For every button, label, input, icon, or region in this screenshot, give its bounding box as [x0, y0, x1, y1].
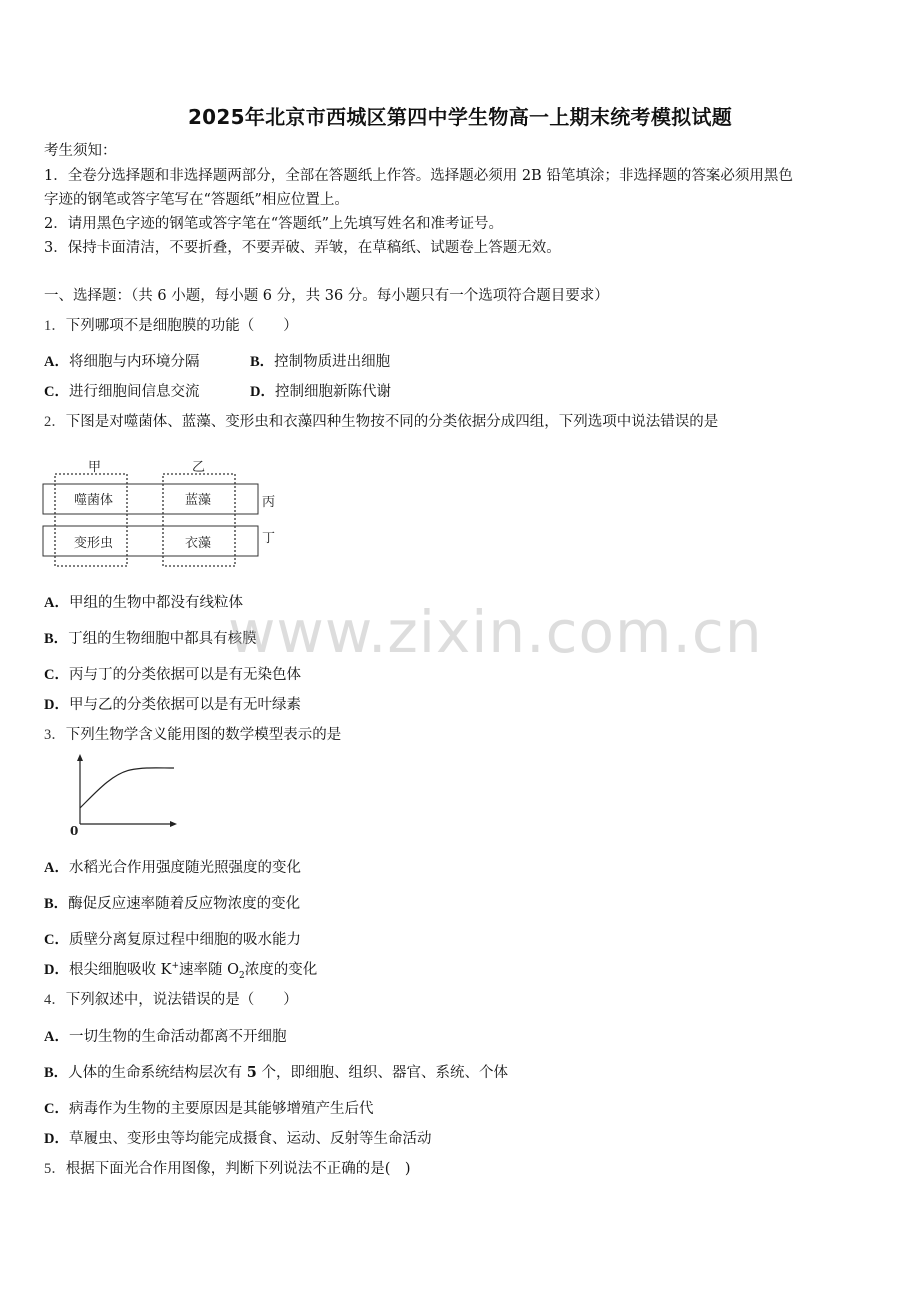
group-jia-box — [55, 474, 127, 566]
cell-chlamydomonas: 衣藻 — [185, 536, 212, 551]
cell-cyanobacteria: 蓝藻 — [185, 493, 212, 508]
q3-option-d: D．根尖细胞吸收 K+速率随 $O_2$浓度的变化 — [44, 961, 318, 981]
saturation-curve — [80, 768, 174, 808]
group-yi-box — [163, 474, 235, 566]
q1-option-d: D．控制细胞新陈代谢 — [250, 384, 391, 400]
cell-bacteriophage: 噬菌体 — [74, 493, 114, 508]
notice-heading: 考生须知： — [44, 143, 117, 159]
y-axis-arrow — [77, 754, 83, 761]
q4-option-b: B．人体的生命系统结构层次有 5 个，即细胞、组织、器官、系统、个体 — [44, 1064, 508, 1081]
cell-amoeba: 变形虫 — [74, 536, 114, 551]
q4-option-a: A．一切生物的生命活动都离不开细胞 — [44, 1029, 287, 1045]
q2-option-a: A．甲组的生物中都没有线粒体 — [44, 595, 243, 611]
question-stem: 下图是对噬菌体、蓝藻、变形虫和衣藻四种生物按不同的分类依据分成四组，下列选项中说法错误的是 — [65, 414, 719, 430]
question-number: 2． — [44, 414, 66, 430]
notice-line-1: 1．全卷分选择题和非选择题两部分，全部在答题纸上作答。选择题必须用 2B 铅笔填涂；非选择题的答案必须用黑色 — [44, 168, 793, 184]
question-stem: 根据下面光合作用图像，判断下列说法不正确的是( ) — [65, 1161, 411, 1177]
label-yi: 乙 — [192, 460, 206, 475]
q3-option-c: C．质壁分离复原过程中细胞的吸水能力 — [44, 932, 301, 948]
q2-option-c: C．丙与丁的分类依据可以是有无染色体 — [44, 667, 301, 683]
question-stem: 下列哪项不是细胞膜的功能（ ） — [65, 318, 298, 334]
question-stem: 下列生物学含义能用图的数学模型表示的是 — [65, 727, 342, 743]
question-stem: 下列叙述中，说法错误的是（ ） — [65, 992, 298, 1008]
x-axis-arrow — [170, 821, 177, 827]
math-model-graph — [66, 752, 181, 838]
question-number: 4． — [44, 992, 66, 1008]
watermark: www.zixin.com.cn — [228, 598, 763, 666]
q4-option-c: C．病毒作为生物的主要原因是其能够增殖产生后代 — [44, 1101, 374, 1117]
classification-diagram — [40, 456, 290, 572]
label-bing: 丙 — [262, 495, 276, 510]
question-number: 1． — [44, 318, 66, 334]
q3-option-b: B．酶促反应速率随着反应物浓度的变化 — [44, 896, 301, 912]
q1-option-a: A．将细胞与内环境分隔 — [44, 354, 200, 370]
q3-option-a: A．水稻光合作用强度随光照强度的变化 — [44, 860, 301, 876]
question-4 — [44, 988, 298, 1009]
notice-line-2: 字迹的钢笔或答字笔写在“答题纸”相应位置上。 — [44, 192, 349, 208]
section-heading: 一、选择题：（共 6 小题，每小题 6 分，共 36 分。每小题只有一个选项符合题目要求） — [44, 288, 609, 304]
question-number: 3． — [44, 727, 66, 743]
q1-option-c: C．进行细胞间信息交流 — [44, 384, 200, 400]
notice-line-4: 3．保持卡面清洁，不要折叠，不要弄破、弄皱，在草稿纸、试题卷上答题无效。 — [44, 240, 561, 256]
label-jia: 甲 — [88, 460, 102, 475]
page-title: 2025年北京市西城区第四中学生物高一上期末统考模拟试题 — [187, 105, 733, 129]
question-2 — [44, 410, 718, 431]
q4-option-d: D．草履虫、变形虫等均能完成摄食、运动、反射等生命活动 — [44, 1131, 432, 1147]
origin-label: 0 — [70, 824, 79, 838]
q2-option-b: B．丁组的生物细胞中都具有核膜 — [44, 631, 257, 647]
question-3 — [44, 723, 341, 744]
label-ding: 丁 — [262, 531, 276, 546]
notice-line-3: 2．请用黑色字迹的钢笔或答字笔在“答题纸”上先填写姓名和准考证号。 — [44, 216, 504, 232]
question-number: 5． — [44, 1161, 66, 1177]
q2-option-d: D．甲与乙的分类依据可以是有无叶绿素 — [44, 697, 301, 713]
q1-option-b: B．控制物质进出细胞 — [250, 354, 391, 370]
question-1 — [44, 314, 298, 335]
question-5 — [44, 1157, 411, 1178]
